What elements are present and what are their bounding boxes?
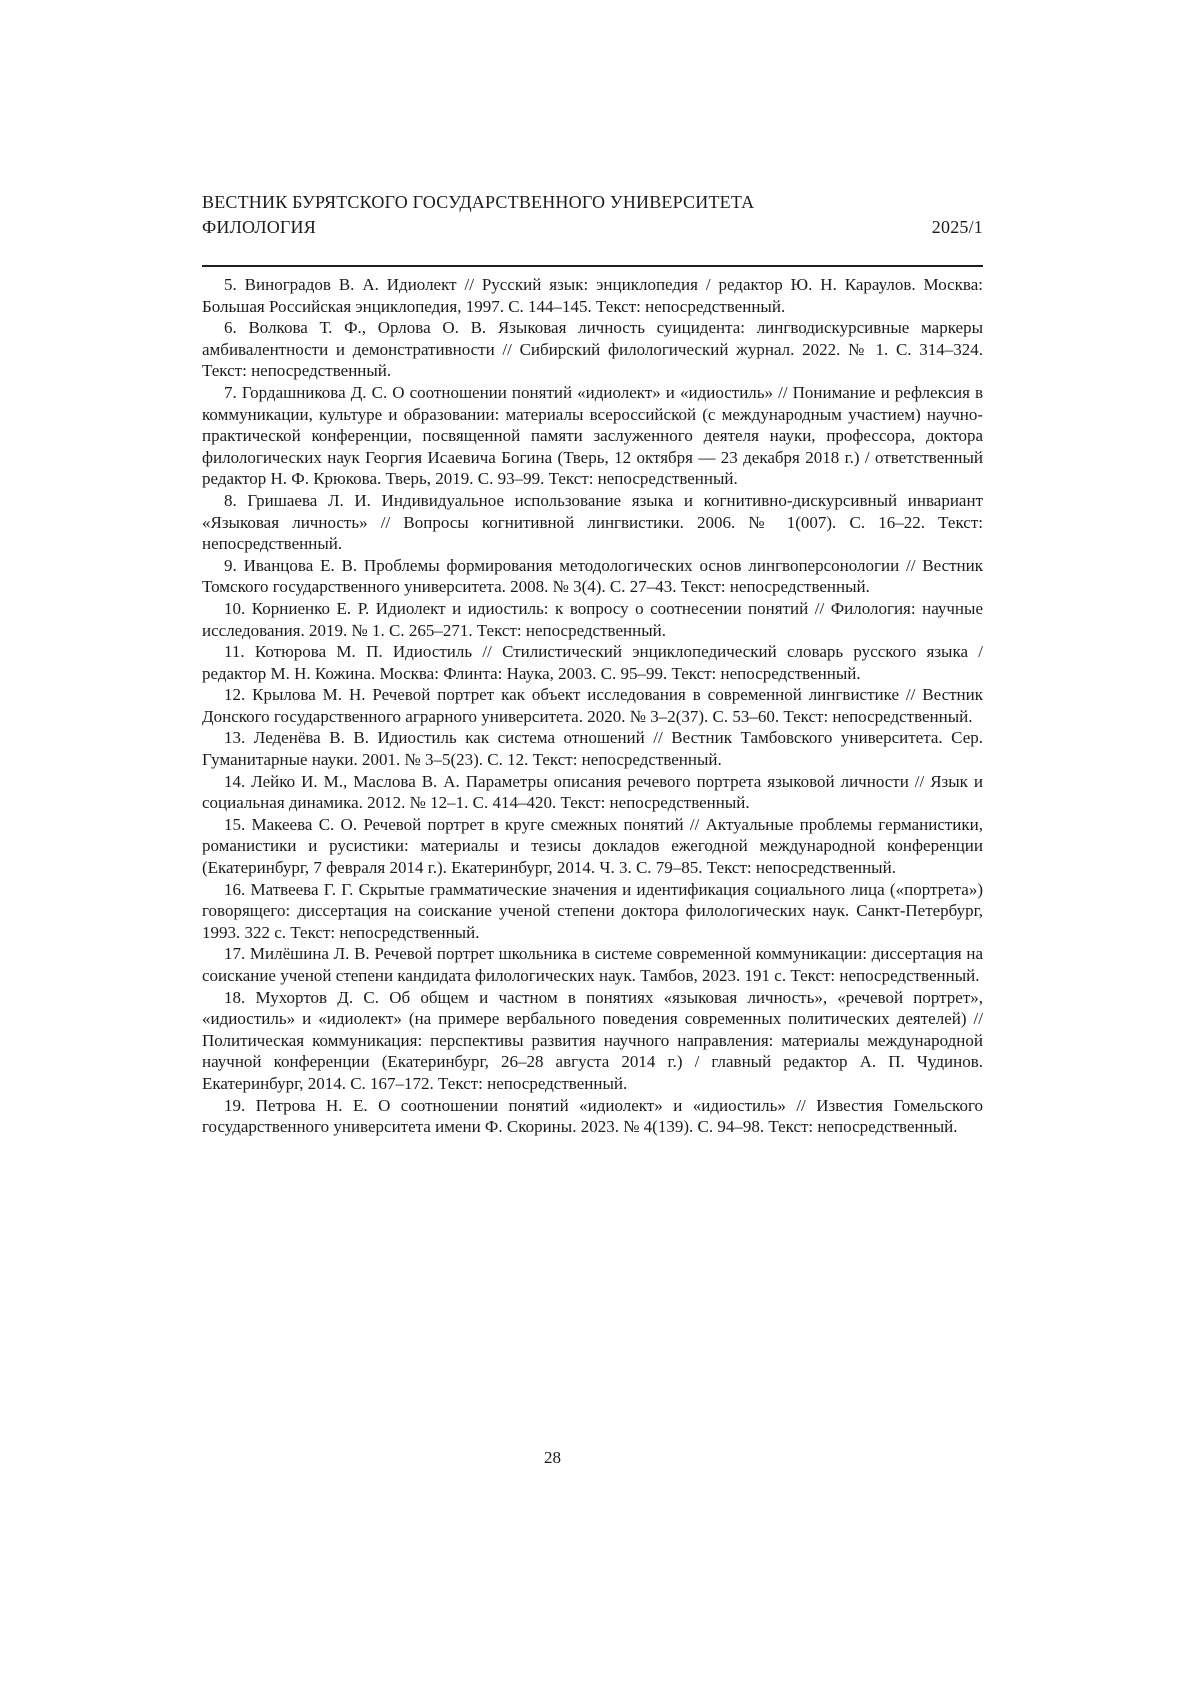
reference-text: Милёшина Л. В. Речевой портрет школьника в системе современной коммуникации: диссертация на соискание ученой степени кандидата филологических наук. Тамбов, 2023. 191 с. Текст: непосредственный. xyxy=(202,944,983,985)
reference-text: Волкова Т. Ф., Орлова О. В. Языковая личность суицидента: лингводискурсивные маркеры амбивалентности и демонстративности // Сибирский филологический журнал. 2022. № 1. С. 314–324. Текст: непосредственный. xyxy=(202,318,984,381)
reference-item xyxy=(202,598,983,641)
reference-text: Крылова М. Н. Речевой портрет как объект исследования в современной лингвистике // Вестник Донского государственного аграрного университета. 2020. № 3–2(37). С. 53–60. Текст: непосредственный. xyxy=(202,685,984,726)
reference-number: 18. xyxy=(224,987,256,1007)
reference-list xyxy=(202,274,983,1138)
reference-text: Матвеева Г. Г. Скрытые грамматические значения и идентификация социального лица («портрета») говорящего: диссертация на соискание ученой степени доктора филологических наук. Санкт-Петербург, 1993. 322 с. Текст: непосредственный. xyxy=(202,879,983,942)
reference-item xyxy=(202,1095,983,1138)
header-rule xyxy=(202,265,983,267)
page-footer xyxy=(202,1447,903,1468)
text-block xyxy=(202,190,983,1138)
reference-item xyxy=(202,879,983,944)
reference-text: Лейко И. М., Маслова В. А. Параметры описания речевого портрета языковой личности // Язык и социальная динамика. 2012. № 12–1. С. 414–420. Текст: непосредственный. xyxy=(202,771,983,813)
reference-item xyxy=(202,727,983,770)
reference-item xyxy=(202,814,983,879)
reference-number: 16. xyxy=(224,879,251,899)
reference-text: Леденёва В. В. Идиостиль как система отношений // Вестник Тамбовского университета. Сер. Гуманитарные науки. 2001. № 3–5(23). С. 12. Текст: непосредственный. xyxy=(202,728,984,770)
reference-number: 13. xyxy=(224,728,254,748)
reference-number: 9. xyxy=(224,555,244,575)
reference-text: Макеева С. О. Речевой портрет в круге смежных понятий // Актуальные проблемы германистики, романистики и русистики: материалы и тезисы докладов ежегодной международной конференции (Екатеринбург, 7 февраля 2014 г.). Екатеринбург, 2014. Ч. 3. С. 79–85. Текст: непосредственный. xyxy=(202,814,984,878)
reference-number: 11. xyxy=(224,642,255,662)
reference-text: Гришаева Л. И. Индивидуальное использование языка и когнитивно-дискурсивный инвариант «Языковая личность» // Вопросы когнитивной лингвистики. 2006. № 1(007). С. 16–22. Текст: непосредственный. xyxy=(202,490,983,554)
reference-number: 6. xyxy=(224,318,249,338)
reference-item xyxy=(202,555,983,598)
header-second-row xyxy=(202,215,983,240)
reference-item xyxy=(202,684,983,727)
page-header xyxy=(202,190,983,267)
reference-number: 17. xyxy=(224,944,250,964)
issue-number: 2025/1 xyxy=(931,217,983,237)
reference-item xyxy=(202,641,983,684)
reference-number: 19. xyxy=(224,1095,256,1115)
reference-item xyxy=(202,274,983,317)
reference-number: 14. xyxy=(224,771,252,791)
reference-item xyxy=(202,317,983,382)
reference-item xyxy=(202,771,983,814)
reference-item xyxy=(202,382,983,490)
section-title: ФИЛОЛОГИЯ xyxy=(202,217,316,237)
reference-number: 10. xyxy=(224,598,252,618)
reference-item xyxy=(202,490,983,555)
reference-text: Мухортов Д. С. Об общем и частном в понятиях «языковая личность», «речевой портрет», «идиостиль» и «идиолект» (на примере вербального поведения современных политических деятелей) // Политическая коммуникация: перспективы развития научного направления: материалы международной научной конференции (Екатеринбург, 26–28 августа 2014 г.) / главный редактор А. П. Чудинов. Екатеринбург, 2014. С. 167–172. Текст: непосредственный. xyxy=(202,987,984,1093)
reference-number: 12. xyxy=(224,685,253,705)
page-number: 28 xyxy=(544,1448,561,1467)
reference-text: Гордашникова Д. С. О соотношении понятий «идиолект» и «идиостиль» // Понимание и рефлексия в коммуникации, культуре и образовании: материалы всероссийской (с международным участием) научно-практической конференции, посвященной памяти заслуженного деятеля науки, профессора, доктора филологических наук Георгия Исаевича Богина (Тверь, 12 октября — 23 декабря 2018 г.) / ответственный редактор Н. Ф. Крюкова. Тверь, 2019. С. 93–99. Текст: непосредственный. xyxy=(202,382,983,489)
reference-text: Виноградов В. А. Идиолект // Русский язык: энциклопедия / редактор Ю. Н. Караулов. Москва: Большая Российская энциклопедия, 1997. С. 144–145. Текст: непосредственный. xyxy=(202,275,984,316)
reference-item xyxy=(202,943,983,986)
reference-number: 8. xyxy=(224,490,248,510)
journal-title: ВЕСТНИК БУРЯТСКОГО ГОСУДАРСТВЕННОГО УНИВЕРСИТЕТА xyxy=(202,192,755,212)
reference-text: Петрова Н. Е. О соотношении понятий «идиолект» и «идиостиль» // Известия Гомельского государственного университета имени Ф. Скорины. 2023. № 4(139). С. 94–98. Текст: непосредственный. xyxy=(202,1095,984,1137)
reference-text: Котюрова М. П. Идиостиль // Стилистический энциклопедический словарь русского языка / редактор М. Н. Кожина. Москва: Флинта: Наука, 2003. С. 95–99. Текст: непосредственный. xyxy=(202,642,984,683)
reference-number: 5. xyxy=(224,275,245,294)
reference-text: Корниенко Е. Р. Идиолект и идиостиль: к вопросу о соотнесении понятий // Филология: научные исследования. 2019. № 1. С. 265–271. Текст: непосредственный. xyxy=(202,598,984,640)
reference-text: Иванцова Е. В. Проблемы формирования методологических основ лингвоперсонологии // Вестник Томского государственного университета. 2008. № 3(4). С. 27–43. Текст: непосредственный. xyxy=(202,555,983,597)
reference-number: 15. xyxy=(224,814,252,834)
reference-number: 7. xyxy=(224,382,242,402)
reference-item xyxy=(202,987,983,1095)
